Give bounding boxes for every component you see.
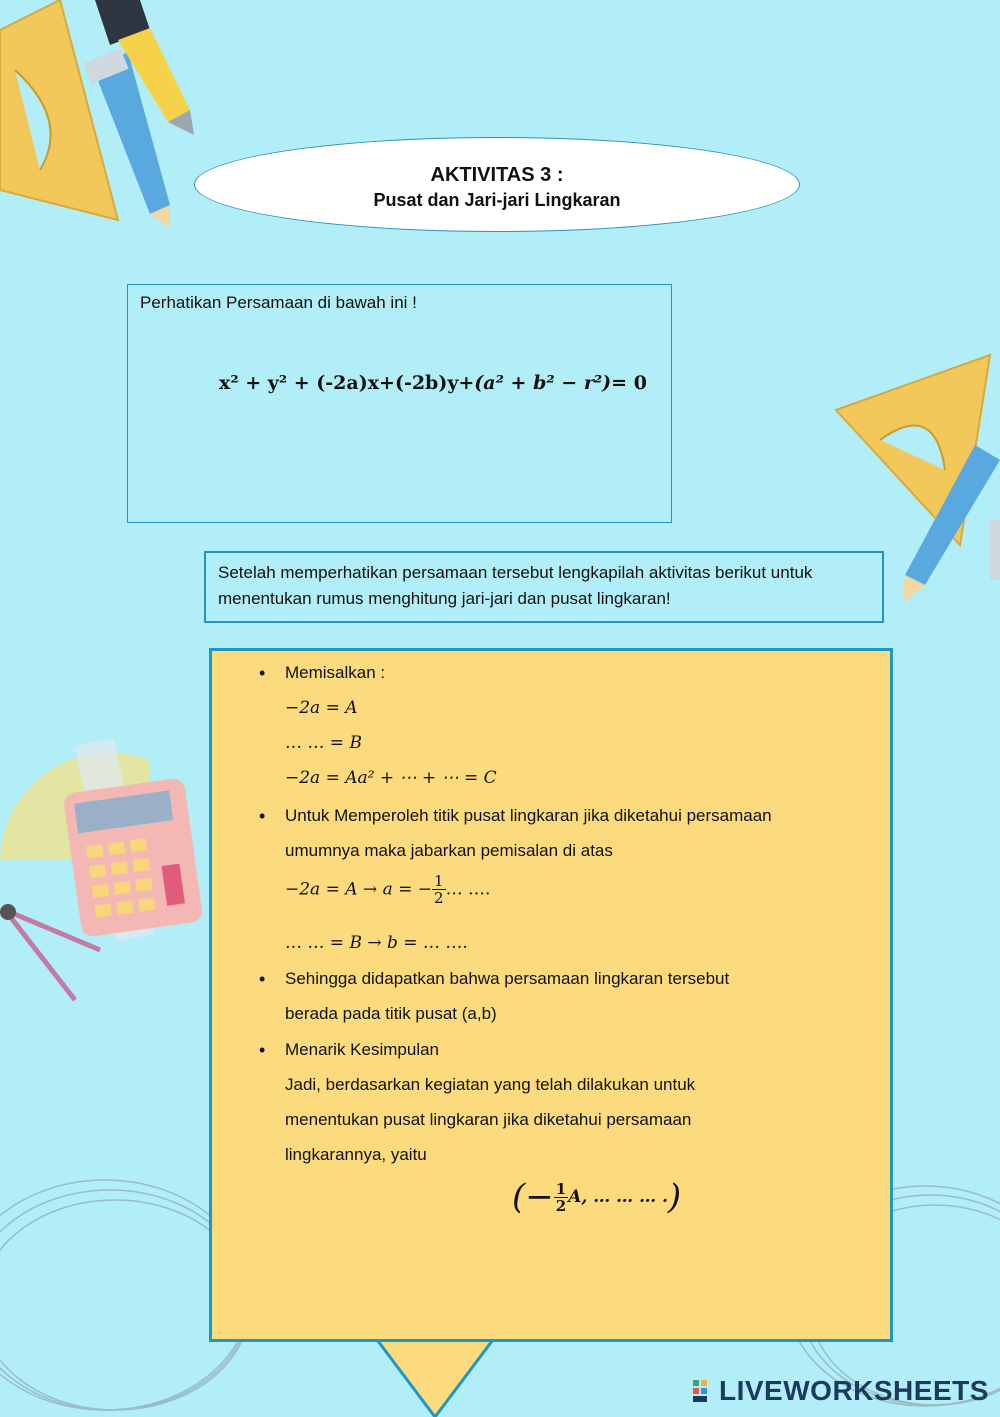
bullet-dot: • (259, 806, 266, 826)
result-rest: A, … … … . (568, 1187, 668, 1207)
triangle-ruler-icon (0, 0, 118, 220)
result-open: (− (512, 1177, 554, 1217)
result-fraction (554, 1181, 568, 1214)
triangle-ruler-icon (836, 355, 990, 545)
result-denominator: 2 (555, 1196, 567, 1215)
circle-equation (219, 372, 647, 394)
conclusion-line-3: lingkarannya, yaitu (285, 1145, 427, 1164)
bullet-dot: • (259, 1040, 266, 1060)
conclusion-line-1: Jadi, berdasarkan kegiatan yang telah dilakukan untuk (285, 1075, 696, 1094)
bullet4-label: Menarik Kesimpulan (285, 1040, 440, 1059)
bullet3-text-2: berada pada titik pusat (a,b) (285, 1004, 497, 1023)
conclusion-line-2: menentukan pusat lingkaran jika diketahui persamaan (285, 1110, 692, 1129)
bullet3-text-1: Sehingga didapatkan bahwa persamaan lingkaran tersebut (285, 969, 730, 988)
bullet-dot: • (259, 663, 266, 683)
equation-box (127, 284, 672, 523)
title-banner (194, 137, 800, 232)
equation-paren: (a² + b² − r²) (474, 372, 612, 394)
bullet2-text-1: Untuk Memperoleh titik pusat lingkaran jika diketahui persamaan (285, 806, 772, 825)
activity-panel (209, 648, 893, 1342)
equation-suffix: = 0 (611, 372, 647, 394)
center-result (512, 1177, 681, 1217)
fraction-half (432, 873, 446, 906)
liveworksheets-logo (693, 1375, 989, 1407)
substitution-c: −2a = Aa² + ⋯ + ⋯ = C (285, 768, 497, 788)
derive-b: … … = B → b = … …. (285, 933, 468, 953)
page-subtitle: Pusat dan Jari-jari Lingkaran (373, 190, 621, 210)
brand-icon (693, 1380, 715, 1402)
result-close: ) (667, 1177, 682, 1217)
bullet2-text-2: umumnya maka jabarkan pemisalan di atas (285, 841, 613, 860)
brand-name: LIVEWORKSHEETS (719, 1375, 989, 1406)
equation-prefix: x² + y² + (-2a)x+(-2b)y+ (219, 372, 475, 394)
fraction-numerator: 1 (434, 872, 444, 890)
substitution-a: −2a = A (285, 698, 358, 718)
derive-a (285, 873, 490, 906)
fraction-denominator: 2 (434, 889, 444, 907)
panel-pointer (375, 1337, 505, 1417)
substitution-b: … … = B (285, 733, 362, 753)
instruction-box (204, 551, 884, 623)
derive-a-right: … …. (445, 879, 491, 900)
equation-intro: Perhatikan Persamaan di bawah ini ! (140, 293, 417, 312)
calculator-icon (63, 777, 204, 938)
page-title: AKTIVITAS 3 : (430, 164, 564, 186)
instruction-text: Setelah memperhatikan persamaan tersebut lengkapilah aktivitas berikut untuk menentukan rumus menghitung jari-jari dan pusat lingkaran! (218, 563, 813, 608)
derive-a-left: −2a = A → a = − (285, 879, 433, 900)
result-numerator: 1 (555, 1179, 567, 1198)
bullet1-label: Memisalkan : (285, 663, 386, 682)
bullet-dot: • (259, 969, 266, 989)
